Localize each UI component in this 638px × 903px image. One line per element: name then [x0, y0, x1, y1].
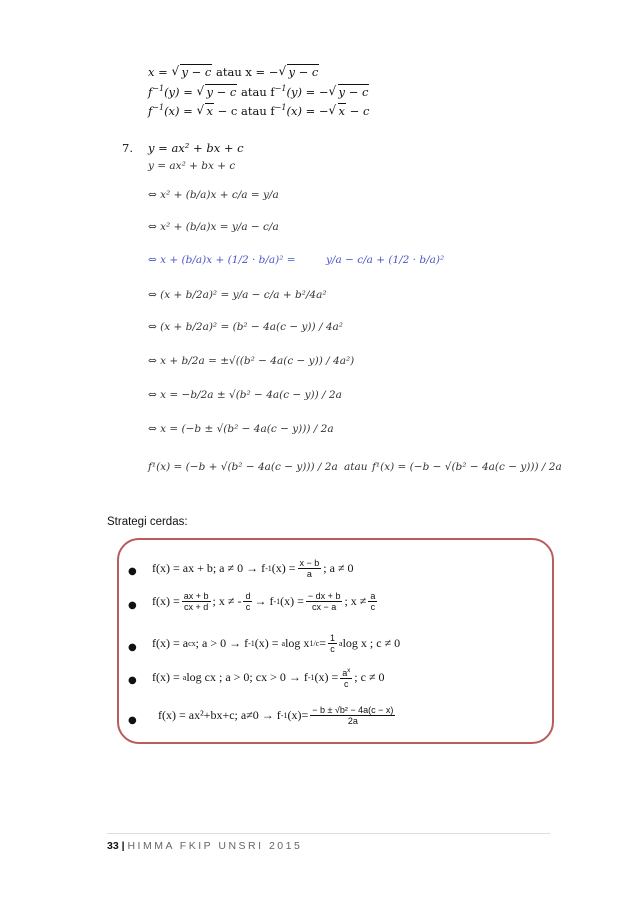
text: (x) =	[280, 594, 304, 608]
text: (x) = −	[286, 104, 329, 118]
text: − c	[346, 104, 370, 118]
numerator: 1	[330, 633, 336, 643]
rule-logarithm	[152, 666, 385, 689]
fraction	[368, 591, 377, 612]
text: log x ; c ≠ 0	[342, 636, 401, 650]
inverse-line-3	[148, 103, 369, 118]
numerator: d	[245, 591, 251, 601]
text: ; x ≠	[344, 594, 367, 608]
denominator: c	[370, 602, 376, 612]
item-7-number: 7.	[122, 141, 133, 155]
fraction	[298, 558, 322, 579]
text: (y) =	[164, 85, 197, 99]
text: ; a ≠ 0	[323, 561, 354, 575]
denominator: c	[330, 644, 335, 654]
superscript: -1	[265, 564, 272, 573]
sqrt	[196, 104, 214, 118]
text: atau f	[237, 85, 275, 99]
bullet-icon: ●	[128, 600, 137, 611]
text: f	[148, 104, 153, 118]
denominator: c	[245, 602, 251, 612]
numerator: a	[370, 591, 376, 601]
fraction	[328, 633, 337, 654]
step-5: ⇔ (x + b/2a)² = y/a − c/a + b²/4a²	[148, 289, 327, 301]
text: − c atau f	[213, 104, 275, 118]
page-number: 33	[107, 840, 119, 852]
denominator: cx − a	[312, 602, 337, 612]
numerator	[340, 666, 352, 679]
footer-text: HIMMA FKIP UNSRI 2015	[127, 840, 303, 852]
item-7-equation: y = ax² + bx + c	[148, 141, 244, 155]
step-3: ⇔ x² + (b/a)x = y/a − c/a	[148, 221, 279, 233]
numerator: − b ± √b² − 4a(c − x)	[312, 705, 394, 715]
text: (x)=	[287, 708, 309, 722]
superscript: a	[182, 673, 187, 682]
step-9: ⇔ x = (−b ± √(b² − 4a(c − y))) / 2a	[148, 423, 334, 435]
inverse-line-1	[148, 65, 319, 79]
radicand: y − c	[206, 85, 237, 99]
step-4-left: ⇔ x + (b/a)x + (1/2 · b/a)² =	[148, 254, 296, 266]
sqrt	[171, 65, 212, 79]
step-10-left: f¹(x) = (−b + √(b² − 4a(c − y))) / 2a	[148, 461, 338, 473]
superscript: −1	[152, 84, 165, 93]
radicand: x	[206, 104, 213, 118]
superscript: -1	[280, 711, 288, 720]
text: ; c ≠ 0	[354, 670, 385, 684]
rule-exponential	[152, 633, 400, 654]
numerator: x − b	[299, 558, 320, 568]
numerator: − dx + b	[307, 591, 341, 601]
radicand: y − c	[181, 65, 212, 79]
superscript: x	[347, 668, 351, 674]
numerator: ax + b	[183, 591, 209, 601]
text: log cx ; a > 0; cx > 0 → f	[186, 670, 308, 684]
step-1: y = ax² + bx + c	[148, 160, 236, 172]
sqrt	[329, 104, 347, 118]
radicand: x	[338, 104, 346, 118]
radicand: y − c	[288, 65, 319, 79]
superscript: −1	[152, 103, 165, 112]
strategy-label: Strategi cerdas:	[107, 516, 188, 528]
bullet-icon: ●	[128, 675, 137, 686]
text: x =	[148, 65, 172, 79]
superscript: −1	[274, 103, 287, 112]
text: (x) =	[164, 104, 197, 118]
footer-divider	[107, 833, 550, 834]
separator: |	[118, 840, 128, 852]
text: ; x ≠ -	[212, 594, 242, 608]
fraction	[306, 591, 343, 612]
fraction	[243, 591, 252, 612]
superscript: a	[281, 639, 286, 648]
text: f(x) = ax + b; a ≠ 0 → f	[152, 561, 266, 575]
step-10-right: f¹(x) = (−b − √(b² − 4a(c − y))) / 2a	[372, 461, 562, 473]
superscript: -1	[248, 639, 255, 648]
text: f	[148, 85, 153, 99]
sqrt	[196, 85, 237, 99]
superscript: −1	[274, 84, 287, 93]
text: log x	[285, 636, 310, 650]
inverse-line-2	[148, 84, 369, 99]
step-7: ⇔ x + b/2a = ±√((b² − 4a(c − y)) / 4a²)	[148, 355, 355, 367]
text: (x) =	[254, 636, 279, 650]
text: a	[342, 668, 348, 678]
superscript: 1/c	[309, 639, 320, 648]
footer	[107, 840, 302, 852]
step-8: ⇔ x = −b/2a ± √(b² − 4a(c − y)) / 2a	[148, 389, 342, 401]
rule-linear	[152, 558, 354, 579]
text: f(x) = a	[152, 636, 189, 650]
bullet-icon: ●	[128, 715, 137, 726]
denominator: a	[306, 569, 312, 579]
bullet-icon: ●	[128, 566, 137, 577]
fraction	[310, 705, 395, 726]
rule-quadratic	[158, 705, 397, 726]
text: atau x = −	[212, 65, 279, 79]
superscript: cx	[188, 639, 196, 648]
denominator: cx + d	[184, 602, 209, 612]
text: (x) =	[314, 670, 339, 684]
text: ; a > 0 → f	[195, 636, 249, 650]
radicand: y − c	[338, 85, 369, 99]
sqrt	[329, 85, 370, 99]
text: =	[319, 636, 326, 650]
fraction	[340, 666, 352, 689]
sqrt	[278, 65, 319, 79]
derivation-steps	[148, 158, 562, 490]
step-4-right: y/a − c/a + (1/2 · b/a)²	[326, 254, 445, 266]
superscript: -1	[273, 597, 281, 606]
step-6: ⇔ (x + b/2a)² = (b² − 4a(c − y)) / 4a²	[148, 321, 343, 333]
text: (y) = −	[286, 85, 329, 99]
fraction	[182, 591, 211, 612]
step-10-atau: atau	[344, 461, 368, 473]
text: → f	[254, 594, 274, 608]
bullet-icon: ●	[128, 642, 137, 653]
text: (x) =	[271, 561, 296, 575]
denominator: c	[344, 679, 349, 689]
superscript: -1	[307, 673, 315, 682]
rule-rational	[152, 591, 379, 612]
denominator: 2a	[347, 716, 358, 726]
text: f(x) =	[152, 670, 180, 684]
text: f(x) =	[152, 594, 180, 608]
superscript: a	[339, 639, 343, 648]
step-2: ⇔ x² + (b/a)x + c/a = y/a	[148, 189, 279, 201]
text: f(x) = ax²+bx+c; a≠0 → f	[158, 708, 281, 722]
